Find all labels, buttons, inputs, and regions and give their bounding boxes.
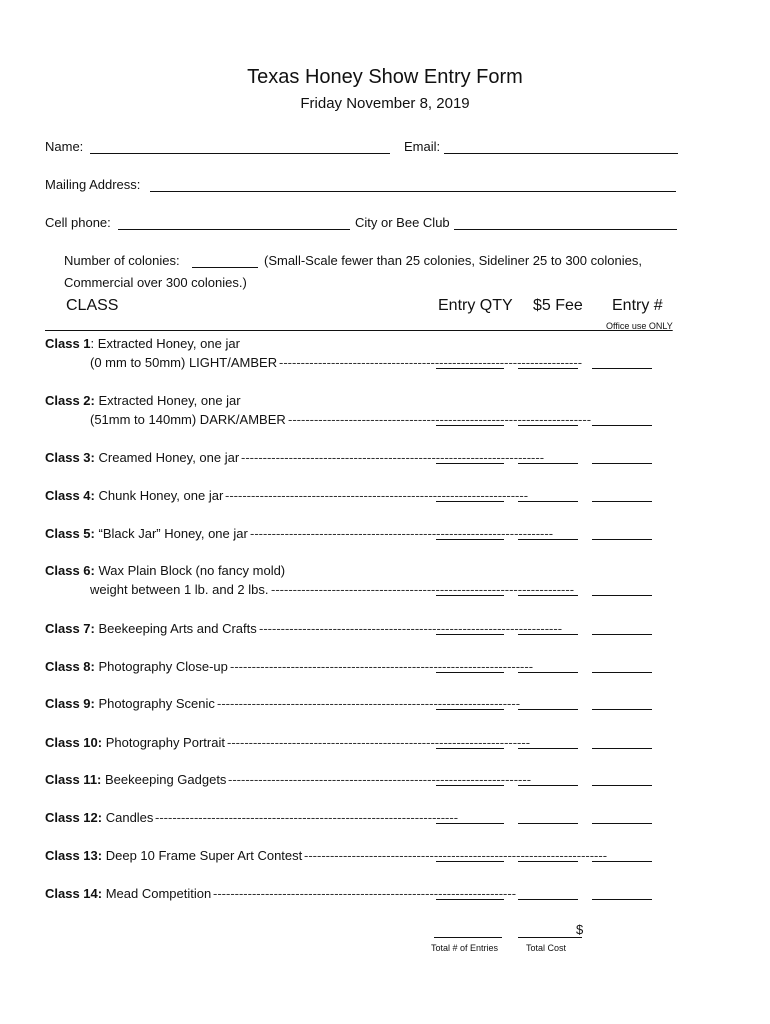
- class-leader: ----------------------------------------------------------------------: [155, 810, 459, 825]
- class-leader: ----------------------------------------------------------------------: [250, 526, 554, 541]
- class-number: Class 2:: [45, 393, 95, 408]
- class-11-entry-qty-field[interactable]: [436, 785, 504, 786]
- class-number: Class 11:: [45, 772, 102, 787]
- class-3-entry-qty-field[interactable]: [436, 463, 504, 464]
- total-entries-label: Total # of Entries: [431, 943, 499, 953]
- class-8-entry-number-field[interactable]: [592, 672, 652, 673]
- class-3-label: [45, 448, 239, 467]
- class-1-label: [45, 334, 240, 353]
- class-description: Creamed Honey, one jar: [98, 450, 240, 465]
- class-12-label: [45, 808, 153, 827]
- class-12-entry-qty-field[interactable]: [436, 823, 504, 824]
- city-club-field[interactable]: [454, 229, 677, 230]
- mailing-address-field[interactable]: [150, 191, 676, 192]
- class-1-detail: [90, 353, 277, 372]
- header-class: CLASS: [66, 297, 119, 314]
- colonies-label: Number of colonies:: [64, 253, 180, 268]
- class-14-entry-number-field[interactable]: [592, 899, 652, 900]
- class-description: Candles: [105, 810, 154, 825]
- class-6-detail: [90, 580, 269, 599]
- colonies-note-line1: (Small-Scale fewer than 25 colonies, Sideliner 25 to 300 colonies,: [264, 253, 642, 268]
- class-leader: ----------------------------------------------------------------------: [271, 582, 575, 597]
- class-description: Extracted Honey, one jar: [98, 393, 241, 408]
- class-2-entry-number-field[interactable]: [592, 425, 652, 426]
- class-3-fee-field[interactable]: [518, 463, 578, 464]
- class-leader: ----------------------------------------------------------------------: [227, 735, 531, 750]
- form-date: Friday November 8, 2019: [300, 95, 470, 112]
- class-11-entry-number-field[interactable]: [592, 785, 652, 786]
- class-1-entry-number-field[interactable]: [592, 368, 652, 369]
- class-6-entry-number-field[interactable]: [592, 595, 652, 596]
- class-description: Photography Close-up: [98, 659, 228, 674]
- class-4-label: [45, 486, 223, 505]
- class-5-fee-field[interactable]: [518, 539, 578, 540]
- class-4-entry-number-field[interactable]: [592, 501, 652, 502]
- currency-symbol: $: [576, 922, 584, 937]
- class-number: Class 10:: [45, 735, 103, 750]
- header-fee: $5 Fee: [533, 297, 583, 314]
- class-separator: :: [90, 336, 98, 351]
- class-14-label: [45, 884, 211, 903]
- class-12-fee-field[interactable]: [518, 823, 578, 824]
- class-leader: ----------------------------------------------------------------------: [259, 621, 563, 636]
- office-use-note: Office use ONLY: [606, 321, 673, 331]
- class-leader: ----------------------------------------------------------------------: [225, 488, 529, 503]
- class-9-entry-qty-field[interactable]: [436, 709, 504, 710]
- class-detail-text: (0 mm to 50mm) LIGHT/AMBER: [90, 355, 278, 370]
- class-13-entry-qty-field[interactable]: [436, 861, 504, 862]
- colonies-note-line2: Commercial over 300 colonies.): [64, 275, 247, 290]
- class-number: Class 14:: [45, 886, 103, 901]
- class-description: Beekeeping Arts and Crafts: [98, 621, 257, 636]
- email-field[interactable]: [444, 153, 678, 154]
- header-entry-qty: Entry QTY: [438, 297, 513, 314]
- class-description: “Black Jar” Honey, one jar: [98, 526, 248, 541]
- total-cost-label: Total Cost: [526, 943, 567, 953]
- mailing-address-label: Mailing Address:: [45, 177, 141, 192]
- class-12-entry-number-field[interactable]: [592, 823, 652, 824]
- class-number: Class 1: [45, 336, 91, 351]
- class-7-fee-field[interactable]: [518, 634, 578, 635]
- class-9-entry-number-field[interactable]: [592, 709, 652, 710]
- class-2-entry-qty-field[interactable]: [436, 425, 504, 426]
- class-description: Wax Plain Block (no fancy mold): [98, 563, 286, 578]
- class-leader: ----------------------------------------------------------------------: [304, 848, 608, 863]
- class-4-fee-field[interactable]: [518, 501, 578, 502]
- class-number: Class 12:: [45, 810, 103, 825]
- class-number: Class 9:: [45, 696, 95, 711]
- class-13-label: [45, 846, 302, 865]
- email-label: Email:: [404, 139, 441, 154]
- class-number: Class 8:: [45, 659, 95, 674]
- class-leader: ----------------------------------------------------------------------: [217, 696, 521, 711]
- class-leader: ----------------------------------------------------------------------: [279, 355, 583, 370]
- total-entries-field[interactable]: [434, 937, 502, 938]
- class-leader: ----------------------------------------------------------------------: [213, 886, 517, 901]
- class-1-fee-field[interactable]: [518, 368, 578, 369]
- class-description: Chunk Honey, one jar: [98, 488, 224, 503]
- class-4-entry-qty-field[interactable]: [436, 501, 504, 502]
- class-1-entry-qty-field[interactable]: [436, 368, 504, 369]
- class-description: Beekeeping Gadgets: [105, 772, 227, 787]
- class-8-fee-field[interactable]: [518, 672, 578, 673]
- class-13-fee-field[interactable]: [518, 861, 578, 862]
- total-cost-field[interactable]: [518, 937, 582, 938]
- class-8-entry-qty-field[interactable]: [436, 672, 504, 673]
- class-description: Deep 10 Frame Super Art Contest: [105, 848, 303, 863]
- class-number: Class 13:: [45, 848, 103, 863]
- colonies-field[interactable]: [192, 267, 258, 268]
- name-label: Name:: [45, 139, 84, 154]
- class-9-fee-field[interactable]: [518, 709, 578, 710]
- class-9-label: [45, 694, 215, 713]
- class-10-fee-field[interactable]: [518, 748, 578, 749]
- class-3-entry-number-field[interactable]: [592, 463, 652, 464]
- class-number: Class 6:: [45, 563, 95, 578]
- class-7-entry-number-field[interactable]: [592, 634, 652, 635]
- class-10-entry-number-field[interactable]: [592, 748, 652, 749]
- class-2-fee-field[interactable]: [518, 425, 578, 426]
- class-6-label: [45, 561, 285, 580]
- class-detail-text: weight between 1 lb. and 2 lbs.: [90, 582, 269, 597]
- cell-phone-field[interactable]: [118, 229, 350, 230]
- class-10-label: [45, 733, 225, 752]
- class-5-entry-number-field[interactable]: [592, 539, 652, 540]
- class-7-label: [45, 619, 257, 638]
- class-2-detail: [90, 410, 286, 429]
- class-number: Class 3:: [45, 450, 95, 465]
- class-6-entry-qty-field[interactable]: [436, 595, 504, 596]
- form-title: Texas Honey Show Entry Form: [247, 66, 523, 88]
- class-description: Extracted Honey, one jar: [97, 336, 240, 351]
- class-number: Class 7:: [45, 621, 95, 636]
- class-description: Mead Competition: [105, 886, 212, 901]
- class-10-entry-qty-field[interactable]: [436, 748, 504, 749]
- class-13-entry-number-field[interactable]: [592, 861, 652, 862]
- class-5-label: [45, 524, 248, 543]
- class-11-fee-field[interactable]: [518, 785, 578, 786]
- class-8-label: [45, 657, 228, 676]
- class-6-fee-field[interactable]: [518, 595, 578, 596]
- class-number: Class 5:: [45, 526, 95, 541]
- class-description: Photography Scenic: [98, 696, 215, 711]
- class-number: Class 4:: [45, 488, 95, 503]
- cell-phone-label: Cell phone:: [45, 215, 111, 230]
- header-entry-number: Entry #: [612, 297, 663, 314]
- class-5-entry-qty-field[interactable]: [436, 539, 504, 540]
- class-leader: ----------------------------------------------------------------------: [241, 450, 545, 465]
- name-field[interactable]: [90, 153, 390, 154]
- class-description: Photography Portrait: [105, 735, 225, 750]
- class-leader: ----------------------------------------------------------------------: [230, 659, 534, 674]
- class-14-entry-qty-field[interactable]: [436, 899, 504, 900]
- class-2-label: [45, 391, 241, 410]
- city-club-label: City or Bee Club: [355, 215, 450, 230]
- class-14-fee-field[interactable]: [518, 899, 578, 900]
- class-detail-text: (51mm to 140mm) DARK/AMBER: [90, 412, 286, 427]
- header-divider: [45, 330, 667, 331]
- class-11-label: [45, 770, 226, 789]
- class-leader: ----------------------------------------------------------------------: [228, 772, 532, 787]
- class-leader: ----------------------------------------------------------------------: [288, 412, 592, 427]
- class-7-entry-qty-field[interactable]: [436, 634, 504, 635]
